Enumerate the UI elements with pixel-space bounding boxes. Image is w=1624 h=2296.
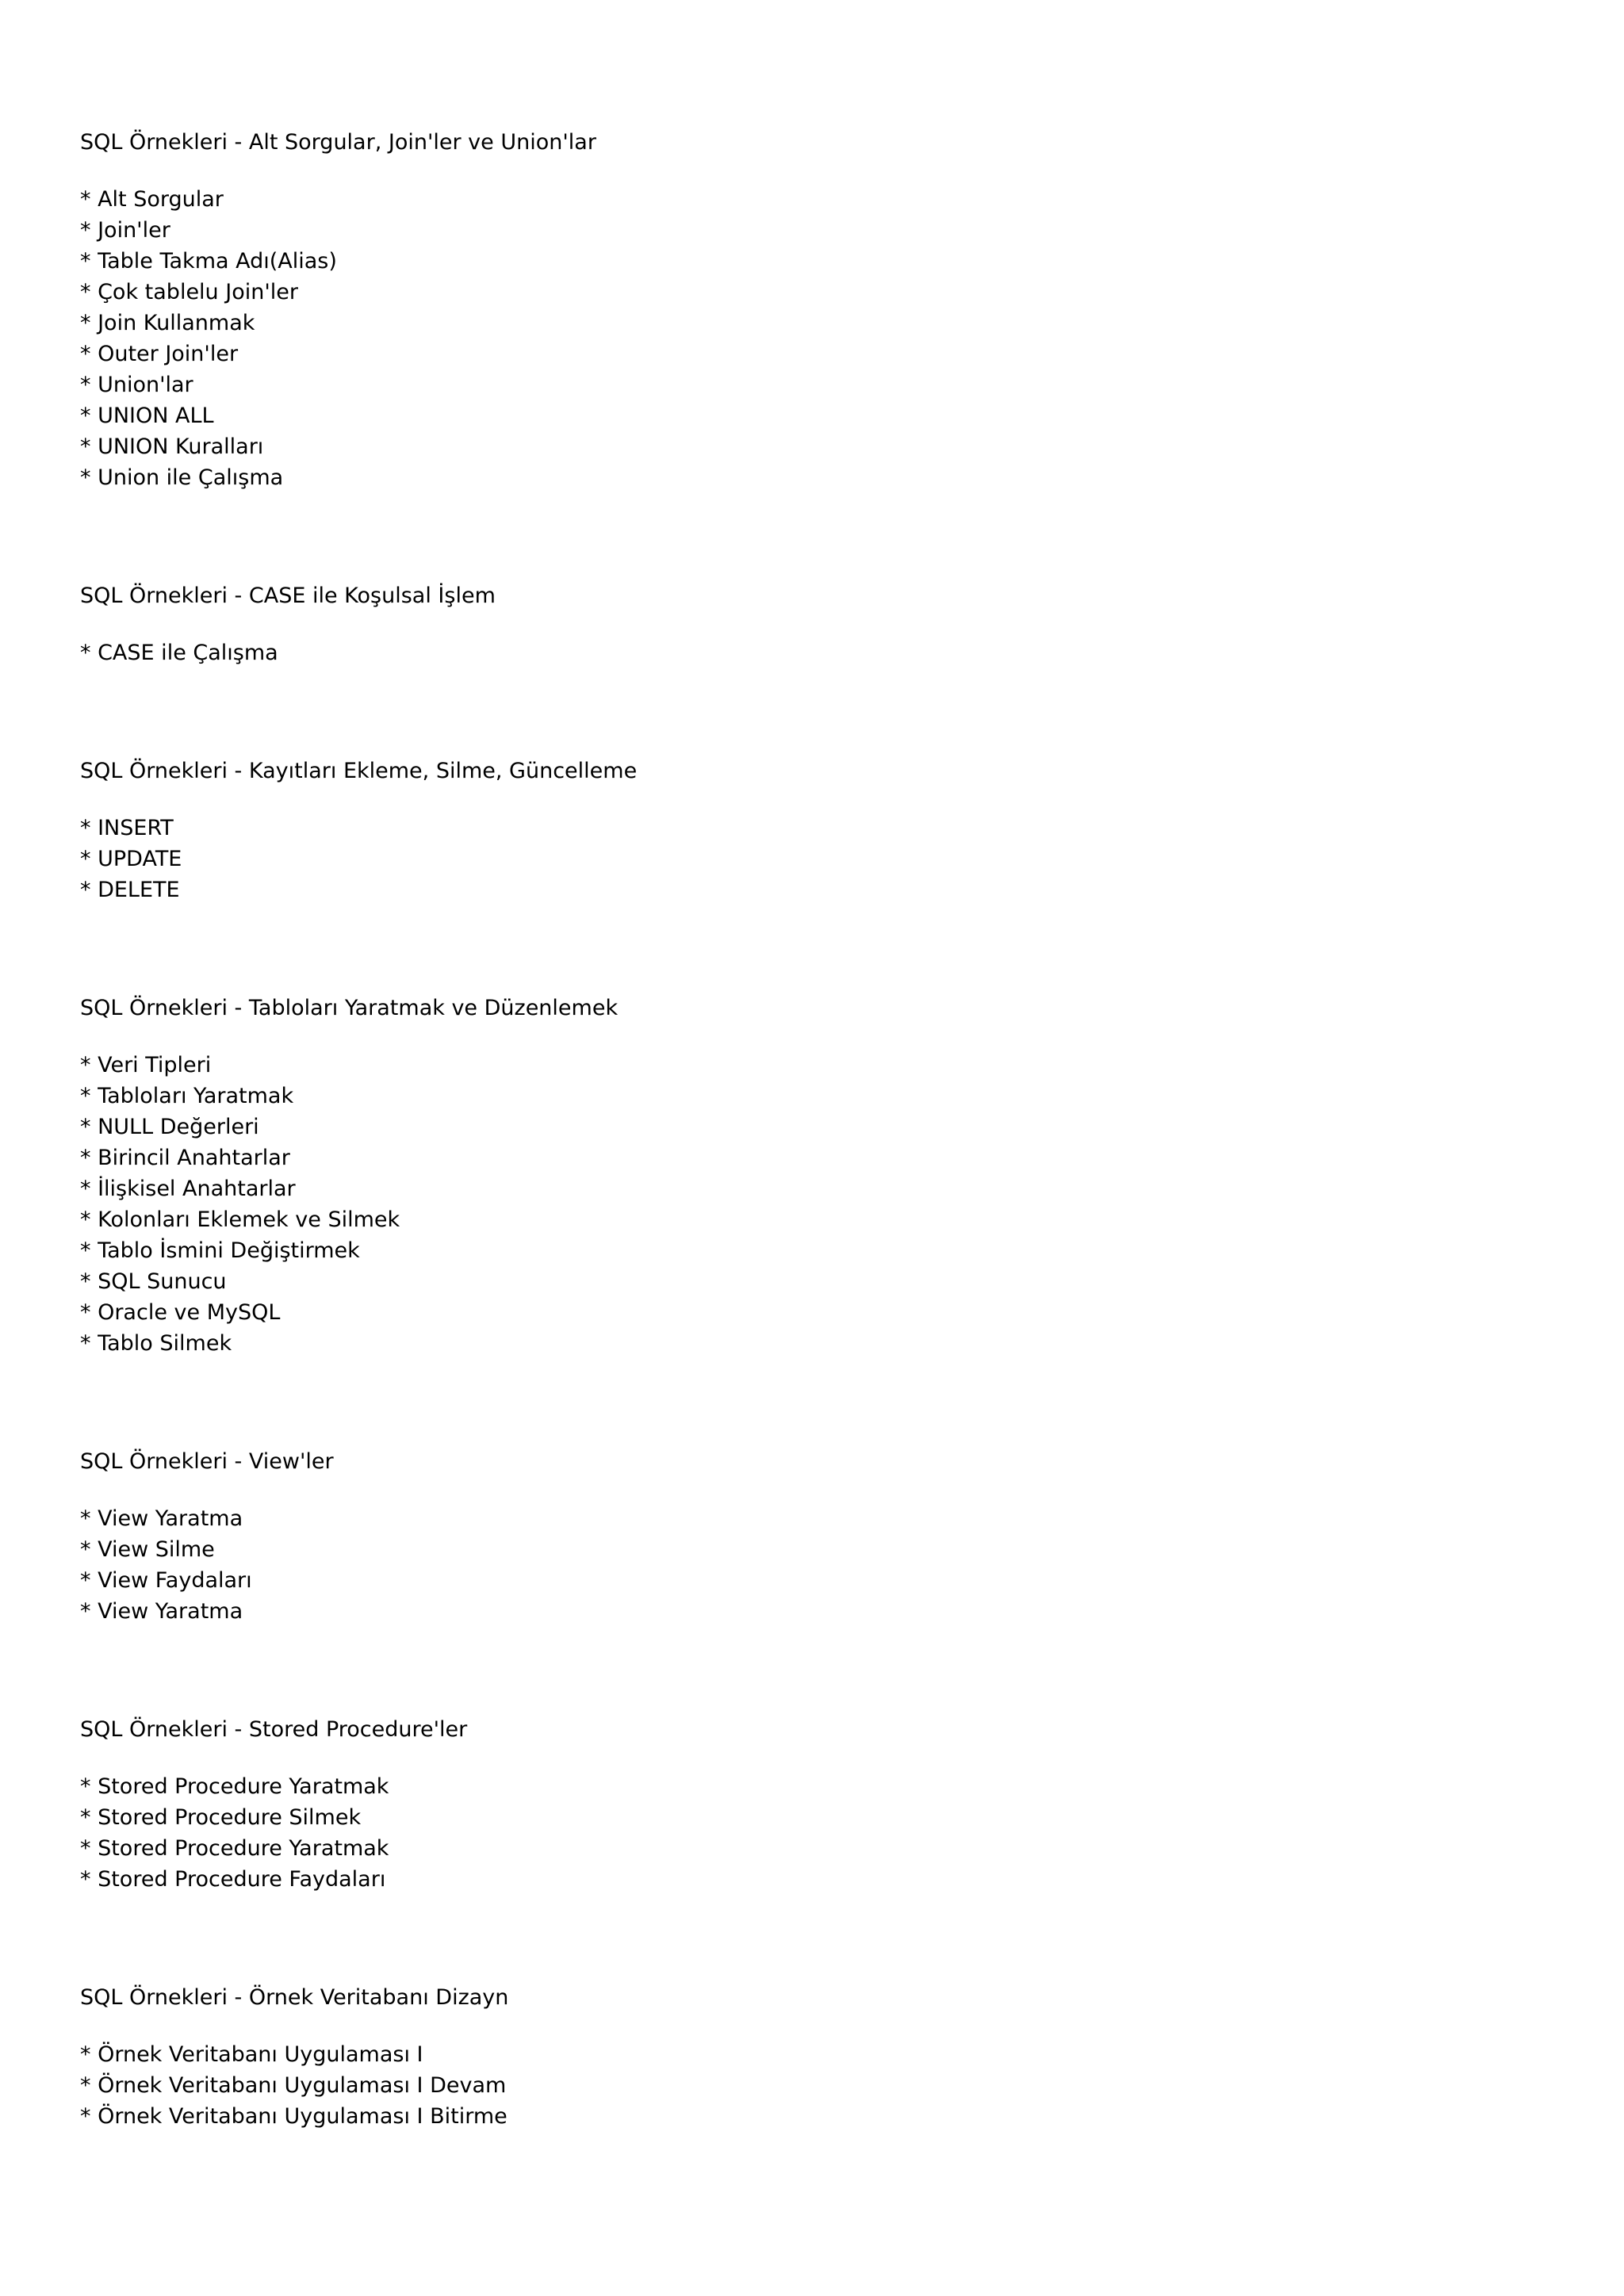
- section-views: [80, 1446, 1507, 1627]
- section-insert-update-delete: [80, 756, 1507, 905]
- topic-item: * Union'lar: [80, 373, 193, 397]
- topic-item: * Tablo Silmek: [80, 1331, 232, 1356]
- document-page: [80, 127, 1507, 2219]
- topic-list: [80, 184, 1507, 493]
- topic-item: * Örnek Veritabanı Uygulaması I Bitirme: [80, 2104, 508, 2129]
- topic-item: * UNION ALL: [80, 404, 214, 428]
- section-stored-procedures: [80, 1714, 1507, 1895]
- topic-item: * Stored Procedure Silmek: [80, 1805, 362, 1830]
- topic-item: * View Silme: [80, 1537, 215, 1562]
- section-title: SQL Örnekleri - View'ler: [80, 1449, 334, 1474]
- topic-item: * NULL Değerleri: [80, 1115, 259, 1139]
- topic-item: * INSERT: [80, 816, 174, 840]
- topic-item: * Alt Sorgular: [80, 187, 224, 212]
- section-title: SQL Örnekleri - CASE ile Koşulsal İşlem: [80, 584, 496, 608]
- topic-item: * Join'ler: [80, 218, 170, 243]
- topic-list: [80, 1050, 1507, 1359]
- topic-item: * DELETE: [80, 878, 180, 902]
- topic-item: * Tabloları Yaratmak: [80, 1084, 294, 1108]
- topic-list: [80, 1771, 1507, 1895]
- section-create-alter-tables: [80, 993, 1507, 1359]
- topic-item: * Birincil Anahtarlar: [80, 1146, 290, 1170]
- topic-item: * UNION Kuralları: [80, 434, 264, 459]
- topic-item: * Tablo İsmini Değiştirmek: [80, 1238, 360, 1263]
- topic-list: [80, 637, 1507, 668]
- section-sample-database-design: [80, 1982, 1507, 2132]
- section-title: SQL Örnekleri - Stored Procedure'ler: [80, 1717, 468, 1742]
- topic-item: * Table Takma Adı(Alias): [80, 249, 337, 274]
- topic-item: * İlişkisel Anahtarlar: [80, 1177, 296, 1201]
- topic-item: * UPDATE: [80, 847, 182, 871]
- topic-item: * Stored Procedure Yaratmak: [80, 1774, 389, 1799]
- section-title: SQL Örnekleri - Tabloları Yaratmak ve Düzenlemek: [80, 996, 619, 1020]
- section-subqueries-joins-unions: [80, 127, 1507, 493]
- topic-item: * Join Kullanmak: [80, 311, 255, 335]
- topic-item: * SQL Sunucu: [80, 1269, 227, 1294]
- topic-item: * Stored Procedure Faydaları: [80, 1867, 386, 1892]
- topic-item: * Çok tablelu Join'ler: [80, 280, 298, 304]
- section-case-conditional: [80, 580, 1507, 668]
- topic-list: [80, 813, 1507, 905]
- topic-item: * Union ile Çalışma: [80, 465, 284, 490]
- topic-item: * Stored Procedure Yaratmak: [80, 1836, 389, 1861]
- topic-item: * Örnek Veritabanı Uygulaması I: [80, 2042, 423, 2067]
- topic-item: * CASE ile Çalışma: [80, 641, 278, 665]
- topic-item: * Kolonları Eklemek ve Silmek: [80, 1207, 400, 1232]
- topic-item: * Oracle ve MySQL: [80, 1300, 281, 1325]
- topic-item: * Outer Join'ler: [80, 342, 239, 366]
- topic-item: * Veri Tipleri: [80, 1053, 212, 1077]
- topic-list: [80, 1503, 1507, 1627]
- topic-item: * Örnek Veritabanı Uygulaması I Devam: [80, 2073, 507, 2098]
- topic-item: * View Yaratma: [80, 1506, 243, 1531]
- topic-item: * View Yaratma: [80, 1599, 243, 1624]
- section-title: SQL Örnekleri - Alt Sorgular, Join'ler ve Union'lar: [80, 130, 596, 155]
- topic-list: [80, 2039, 1507, 2132]
- topic-item: * View Faydaları: [80, 1568, 252, 1593]
- section-title: SQL Örnekleri - Örnek Veritabanı Dizayn: [80, 1985, 509, 2010]
- section-title: SQL Örnekleri - Kayıtları Ekleme, Silme, Güncelleme: [80, 759, 638, 783]
